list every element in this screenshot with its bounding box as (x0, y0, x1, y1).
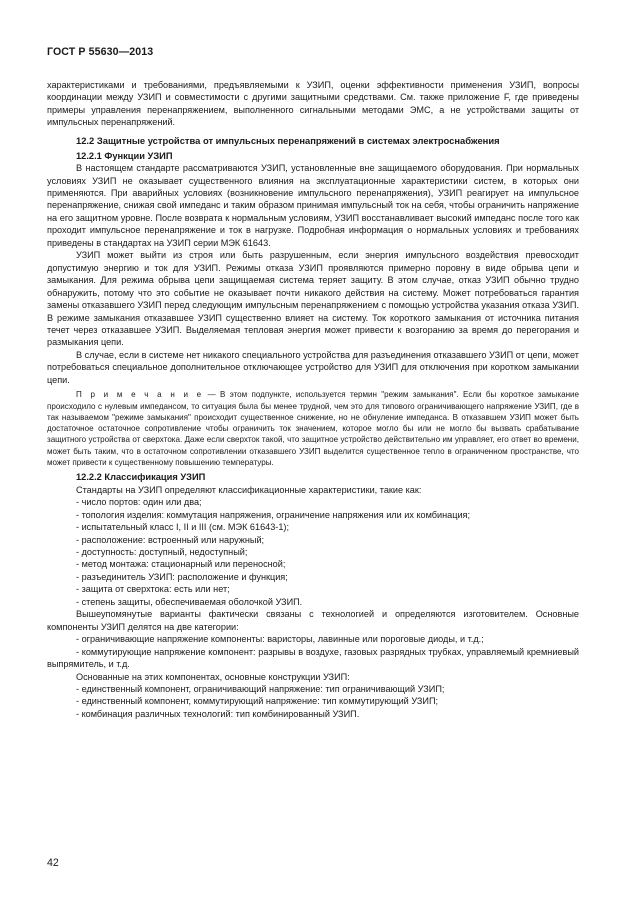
list-item: - расположение: встроенный или наружный; (76, 534, 265, 545)
section-heading: 12.2 Защитные устройства от импульсных перенапряжений в системах электроснабжения (76, 134, 500, 146)
paragraph: Стандарты на УЗИП определяют классификационные характеристики, такие как: (76, 484, 422, 495)
list-item: - единственный компонент, ограничивающий напряжение: тип ограничивающий УЗИП; (76, 684, 445, 694)
paragraph: Вышеупомянутые варианты фактически связаны с технологией и определяются изготовителем. Основные компоненты УЗИП делятся на две категории: (47, 609, 579, 632)
subsection-heading: 12.2.1 Функции УЗИП (76, 150, 173, 161)
list-item: - топология изделия: коммутация напряжения, ограничение напряжения или их комбинация; (76, 509, 471, 520)
document-body (47, 79, 579, 720)
paragraph: характеристиками и требованиями, предъявляемыми к УЗИП, оценки эффективности применения УЗИП, вопросы координации между УЗИП и совместимости с другими защитными средствами. См. также приложение F, где приведены примеры управления перенапряжением, выполненного сигнальными методами ЭМС, а не устройствами защиты от импульсных перенапряжений. (47, 80, 579, 128)
list-item: - число портов: один или два; (76, 497, 202, 508)
subsection-heading: 12.2.2 Классификация УЗИП (76, 472, 206, 483)
list-item: - комбинация различных технологий: тип комбинированный УЗИП. (76, 708, 360, 719)
note (47, 389, 579, 468)
page-number: 42 (47, 857, 59, 869)
list-item: - коммутирующие напряжение компонент: разрывы в воздухе, газовых разрядных трубках, управляемый кремниевый выпрямитель, и т.д. (47, 646, 579, 670)
list-item: - единственный компонент, коммутирующий напряжение: тип коммутирующий УЗИП; (76, 696, 439, 707)
list-item: - доступность: доступный, недоступный; (76, 547, 248, 558)
paragraph: В случае, если в системе нет никакого специального устройства для разъединения отказавшего УЗИП от цепи, может потребоваться специальное дополнительное отключающее устройство для УЗИП для отключения при коротком замыкании цепи. (47, 349, 579, 385)
note-text: — В этом подпункте, используется термин "режим замыкания". Если бы короткое замыкание происходило с нулевым импедансом, то ситуация была бы менее трудной, чем это для типового ограничивающего напряжение УЗИП, где в так называемом "режиме замыкания" происходит существенное снижение, но не обнуление импеданса. В отказавшем УЗИП может быть достаточное остаточное сопротивление чтобы ограничить ток значением, которое могло бы или не могло бы вызвать срабатывание защитного устройства от сверхтока. Даже если сверхток такой, что защитное устройство действительно им управляет, его ответ во времени, может быть таким, что в остаточном сопротивлении отказавшего УЗИП выделится существенное тепло в ограниченном пространстве, что может привести к существенному повышению температуры. (47, 390, 579, 467)
list-item: - защита от сверхтока: есть или нет; (76, 584, 230, 595)
list-item: - метод монтажа: стационарный или переносной; (76, 559, 286, 570)
list-item: - ограничивающие напряжение компоненты: варисторы, лавинные или пороговые диоды, и т.д.; (76, 634, 484, 645)
paragraph: Основанные на этих компонентах, основные конструкции УЗИП: (76, 671, 350, 682)
document-header: ГОСТ Р 55630—2013 (47, 46, 154, 58)
paragraph: В настоящем стандарте рассматриваются УЗИП, установленные вне защищаемого оборудования. При нормальных условиях УЗИП не оказывает существенного влияния на эксплуатационные характеристики систем, в которых они применяются. При аварийных условиях (возникновение импульсного перенапряжения), УЗИП реагирует на импульсное перенапряжение, снижая свой импеданс и таким образом принимая импульсный ток на себя, чтобы ограничить напряжение на его защитном уровне. После возврата к нормальным условиям, УЗИП восстанавливает высокий импеданс после того как проходит импульсное перенапряжение и ток в нагрузке. Подробная информация о нормальных условиях и требованиях приведены в стандартах на УЗИП серии МЭК 61643. (47, 163, 579, 248)
list-item: - испытательный класс I, II и III (см. МЭК 61643-1); (76, 522, 289, 533)
note-label: П р и м е ч а н и е (76, 390, 204, 400)
list-item: - разъединитель УЗИП: расположение и функция; (76, 571, 288, 582)
list-item: - степень защиты, обеспечиваемая оболочкой УЗИП. (76, 596, 303, 607)
paragraph: УЗИП может выйти из строя или быть разрушенным, если энергия импульсного воздействия превосходит допустимую энергию и ток для УЗИП. Режимы отказа УЗИП проявляются примерно поровну в виде обрыва цепи и замыкания. Для режима обрыва цепи защищаемая система теряет защиту. В этом случае, отказ УЗИП обычно трудно обнаружить, потому что это событие не оказывает почти никакого действия на систему. Может потребоваться гарантия замены отказавшего УЗИП перед следующим импульсным перенапряжением с помощью устройства указания отказа УЗИП. В режиме замыкания отказавшее УЗИП существенно влияет на систему. Ток короткого замыкания от источника питания течет через отказавшее УЗИП. Выделяемая тепловая энергия может привести к возгоранию за время до перегорания и размыкания цепи. (47, 250, 579, 348)
